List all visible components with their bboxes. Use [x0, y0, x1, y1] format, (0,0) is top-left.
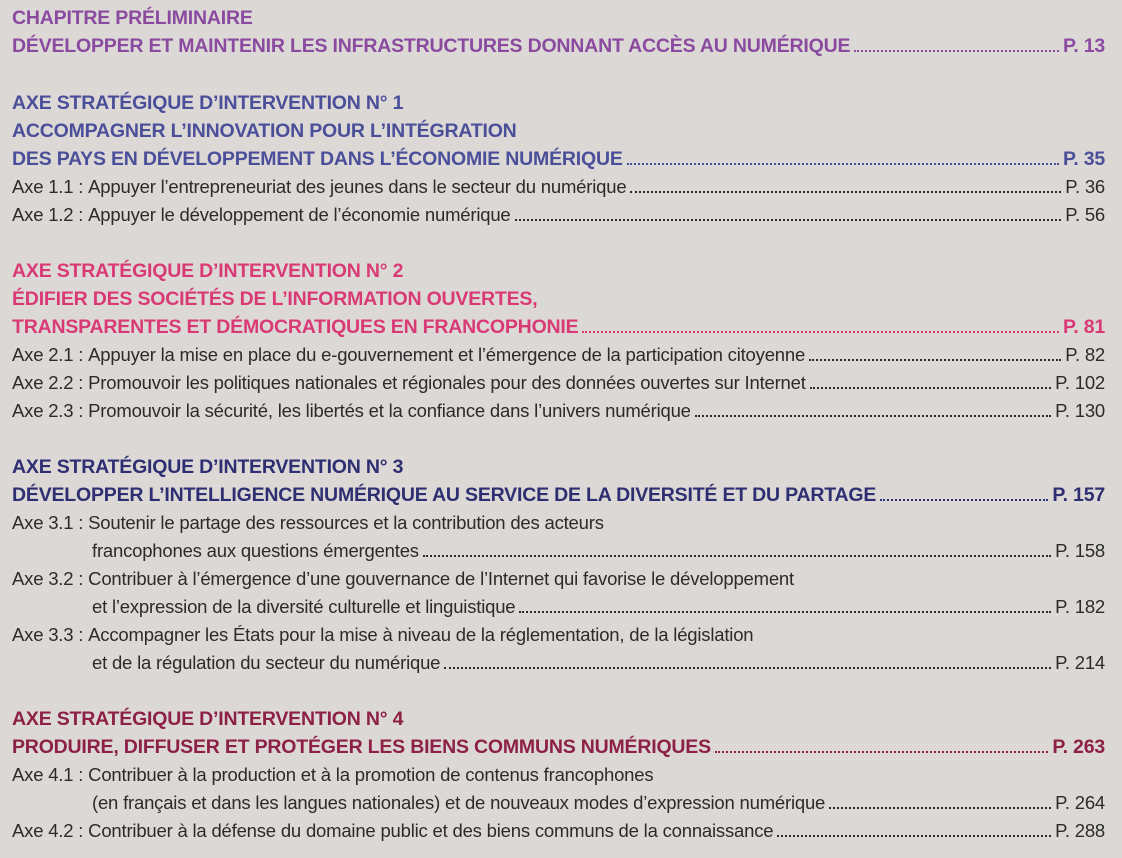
- section-title-line: [12, 285, 1105, 313]
- section-title: ÉDIFIER DES SOCIÉTÉS DE L’INFORMATION OUVERTES,: [12, 288, 538, 310]
- dot-leader: [515, 203, 1062, 221]
- page-number: P. 214: [1055, 652, 1105, 673]
- entry-number: Axe 2.1 :: [12, 344, 84, 365]
- page-number: P. 130: [1055, 400, 1105, 421]
- section-heading: [12, 705, 1105, 733]
- toc-entry-axe-1-2[interactable]: [12, 201, 1105, 229]
- section-preliminaire: [12, 4, 1105, 60]
- toc-entry-axe-2-2[interactable]: [12, 369, 1105, 397]
- toc-entry-axe-3-1[interactable]: [12, 537, 1105, 565]
- entry-text: Appuyer la mise en place du e-gouvernement et l’émergence de la participation citoyenne: [88, 344, 806, 365]
- section-heading-text: AXE STRATÉGIQUE D’INTERVENTION N° 3: [12, 456, 404, 478]
- dot-leader: [630, 175, 1061, 193]
- page-number: P. 288: [1055, 820, 1105, 841]
- section-heading: [12, 4, 1105, 32]
- section-axe-4: [12, 705, 1105, 845]
- entry-text: et l’expression de la diversité culturelle et linguistique: [92, 596, 516, 617]
- page-number: P. 13: [1062, 35, 1105, 57]
- entry-number: Axe 4.2 :: [12, 820, 84, 841]
- toc-entry-axe-4-1-line1[interactable]: [12, 761, 1105, 789]
- entry-number: Axe 2.2 :: [12, 372, 84, 393]
- toc-entry-axe-2[interactable]: [12, 313, 1105, 341]
- entry-text: Contribuer à l’émergence d’une gouvernance de l’Internet qui favorise le développement: [88, 568, 794, 589]
- entry-text: et de la régulation du secteur du numérique: [92, 652, 441, 673]
- section-title: DÉVELOPPER L’INTELLIGENCE NUMÉRIQUE AU SERVICE DE LA DIVERSITÉ ET DU PARTAGE: [12, 484, 877, 506]
- dot-leader: [423, 539, 1051, 557]
- dot-leader: [519, 595, 1051, 613]
- entry-text: Contribuer à la production et à la promotion de contenus francophones: [88, 764, 654, 785]
- toc-entry-axe-4-1[interactable]: [12, 789, 1105, 817]
- section-title: DES PAYS EN DÉVELOPPEMENT DANS L’ÉCONOMIE NUMÉRIQUE: [12, 148, 623, 170]
- dot-leader: [810, 371, 1051, 389]
- entry-number: Axe 3.3 :: [12, 624, 84, 645]
- page-number: P. 264: [1055, 792, 1105, 813]
- entry-number: Axe 1.2 :: [12, 204, 84, 225]
- section-heading-text: AXE STRATÉGIQUE D’INTERVENTION N° 4: [12, 708, 404, 730]
- toc-entry-axe-1[interactable]: [12, 145, 1105, 173]
- dot-leader: [582, 315, 1059, 333]
- page-number: P. 36: [1065, 176, 1105, 197]
- entry-text: Accompagner les États pour la mise à niveau de la réglementation, de la législation: [88, 624, 754, 645]
- section-heading: [12, 257, 1105, 285]
- section-title: PRODUIRE, DIFFUSER ET PROTÉGER LES BIENS COMMUNS NUMÉRIQUES: [12, 736, 711, 758]
- dot-leader: [829, 791, 1051, 809]
- toc-entry-axe-3[interactable]: [12, 481, 1105, 509]
- section-title: ACCOMPAGNER L’INNOVATION POUR L’INTÉGRATION: [12, 120, 517, 142]
- toc-entry-axe-3-3[interactable]: [12, 649, 1105, 677]
- section-title: TRANSPARENTES ET DÉMOCRATIQUES EN FRANCOPHONIE: [12, 316, 579, 338]
- section-heading-text: CHAPITRE PRÉLIMINAIRE: [12, 7, 253, 29]
- dot-leader: [695, 399, 1051, 417]
- entry-text: Soutenir le partage des ressources et la contribution des acteurs: [88, 512, 604, 533]
- toc-entry-axe-3-2-line1[interactable]: [12, 565, 1105, 593]
- entry-number: Axe 4.1 :: [12, 764, 84, 785]
- section-heading-text: AXE STRATÉGIQUE D’INTERVENTION N° 2: [12, 260, 404, 282]
- toc-entry-axe-2-3[interactable]: [12, 397, 1105, 425]
- section-title-line: [12, 117, 1105, 145]
- entry-number: Axe 3.2 :: [12, 568, 84, 589]
- entry-number: Axe 1.1 :: [12, 176, 84, 197]
- dot-leader: [444, 651, 1051, 669]
- entry-text: (en français et dans les langues nationales) et de nouveaux modes d’expression numérique: [92, 792, 826, 813]
- entry-text: Appuyer l’entrepreneuriat des jeunes dans le secteur du numérique: [88, 176, 627, 197]
- section-title: DÉVELOPPER ET MAINTENIR LES INFRASTRUCTURES DONNANT ACCÈS AU NUMÉRIQUE: [12, 35, 851, 57]
- toc-entry-axe-3-2[interactable]: [12, 593, 1105, 621]
- page-number: P. 56: [1065, 204, 1105, 225]
- page-number: P. 263: [1052, 736, 1105, 758]
- entry-number: Axe 2.3 :: [12, 400, 84, 421]
- section-heading: [12, 89, 1105, 117]
- toc-entry-axe-4-2[interactable]: [12, 817, 1105, 845]
- page-number: P. 81: [1062, 316, 1105, 338]
- entry-text: Promouvoir les politiques nationales et régionales pour des données ouvertes sur Internet: [88, 372, 806, 393]
- dot-leader: [854, 34, 1059, 52]
- page-number: P. 182: [1055, 596, 1105, 617]
- dot-leader: [715, 735, 1048, 753]
- entry-text: Contribuer à la défense du domaine public et des biens communs de la connaissance: [88, 820, 774, 841]
- toc-entry-axe-3-1-line1[interactable]: [12, 509, 1105, 537]
- toc-entry-preliminaire[interactable]: [12, 32, 1105, 60]
- section-axe-2: [12, 257, 1105, 425]
- page-number: P. 157: [1052, 484, 1105, 506]
- section-heading: [12, 453, 1105, 481]
- entry-text: francophones aux questions émergentes: [92, 540, 419, 561]
- dot-leader: [880, 483, 1048, 501]
- entry-text: Appuyer le développement de l’économie numérique: [88, 204, 511, 225]
- dot-leader: [627, 147, 1059, 165]
- entry-number: Axe 3.1 :: [12, 512, 84, 533]
- entry-text: Promouvoir la sécurité, les libertés et la confiance dans l’univers numérique: [88, 400, 691, 421]
- toc-entry-axe-4[interactable]: [12, 733, 1105, 761]
- page-number: P. 158: [1055, 540, 1105, 561]
- page-number: P. 35: [1062, 148, 1105, 170]
- toc-entry-axe-1-1[interactable]: [12, 173, 1105, 201]
- page-number: P. 102: [1055, 372, 1105, 393]
- toc-entry-axe-2-1[interactable]: [12, 341, 1105, 369]
- dot-leader: [777, 819, 1051, 837]
- section-axe-3: [12, 453, 1105, 677]
- toc-entry-axe-3-3-line1[interactable]: [12, 621, 1105, 649]
- dot-leader: [809, 343, 1061, 361]
- section-heading-text: AXE STRATÉGIQUE D’INTERVENTION N° 1: [12, 92, 404, 114]
- page-number: P. 82: [1065, 344, 1105, 365]
- section-axe-1: [12, 89, 1105, 229]
